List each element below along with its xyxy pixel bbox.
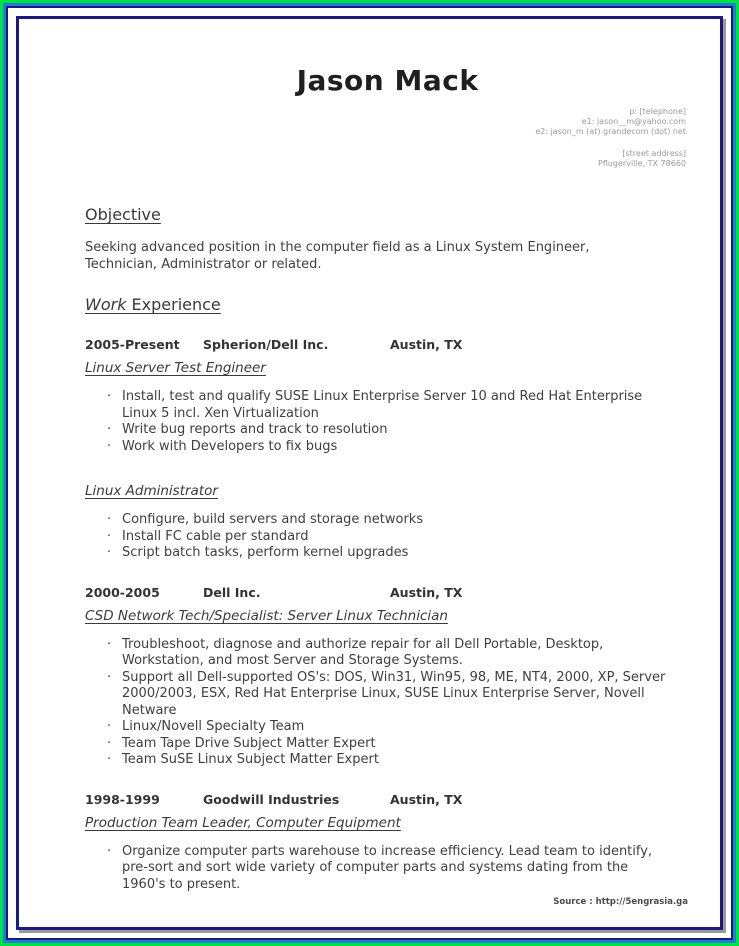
contact-spacer: [85, 137, 686, 149]
job-header-3: [85, 792, 690, 807]
source-note: Source : http://5engrasia.ga: [553, 897, 688, 907]
bullet-icon: ·: [107, 735, 112, 751]
job-dates: 2005-Present: [85, 337, 180, 352]
job-header-2: [85, 585, 690, 600]
bullet-list: [85, 389, 690, 455]
list-item: · Linux/Novell Specialty Team: [107, 719, 305, 734]
list-item: · Install FC cable per standard: [107, 528, 309, 544]
objective-heading: Objective: [85, 205, 161, 224]
role-title: Linux Administrator: [85, 483, 218, 499]
resume-page: [16, 16, 723, 930]
list-item: · Team Tape Drive Subject Matter Expert: [107, 735, 376, 751]
list-item: · Team SuSE Linux Subject Matter Expert: [107, 752, 379, 767]
job-location: Austin, TX: [390, 791, 463, 807]
decorative-border-blue: [3, 3, 736, 943]
list-item: · Configure, build servers and storage networks: [107, 512, 424, 527]
experience-heading: [85, 295, 690, 314]
bullet-icon: ·: [107, 528, 112, 544]
bullet-list: [85, 844, 690, 894]
list-item: · Support all Dell-supported OS's: DOS, Win31, Win95, 98, ME, NT4, 2000, XP, Server 2000/2003, ESX, Red Hat Enterprise Linux, SUSE Linux Enterprise Server, Novell Netware: [107, 669, 666, 718]
job-company: Goodwill Industries: [203, 791, 340, 807]
bullet-icon: ·: [107, 719, 112, 734]
contact-city: Pflugerville, TX 78660: [598, 159, 686, 168]
job-location: Austin, TX: [390, 584, 463, 600]
list-item: · Organize computer parts warehouse to increase efficiency. Lead team to identify, pre-sort and sort wide variety of computer parts and systems dating from the 1960's to present.: [107, 843, 653, 892]
bullet-icon: ·: [107, 438, 112, 454]
experience-heading-word2: Experience: [131, 295, 221, 314]
contact-street: [street address]: [622, 149, 686, 158]
job-dates: 1998-1999: [85, 791, 160, 807]
list-item: · Troubleshoot, diagnose and authorize repair for all Dell Portable, Desktop, Workstation, and most Server and Storage Systems.: [107, 636, 604, 668]
bullet-icon: ·: [107, 752, 112, 767]
bullet-icon: ·: [107, 843, 112, 859]
job-dates: 2000-2005: [85, 584, 160, 600]
list-item: · Write bug reports and track to resolution: [107, 422, 388, 437]
job-header-1: [85, 337, 690, 352]
job-company: Dell Inc.: [203, 584, 261, 600]
job-location: Austin, TX: [390, 337, 463, 352]
bullet-list: [85, 512, 690, 562]
contact-email-2: e2: jason_m (at) grandecom (dot) net: [535, 127, 686, 136]
border-gap: [8, 8, 731, 938]
bullet-icon: ·: [107, 389, 112, 404]
contact-block: [85, 107, 690, 169]
role-title: CSD Network Tech/Specialist: Server Linux Technician: [85, 607, 448, 624]
bullet-icon: ·: [107, 422, 112, 437]
bullet-icon: ·: [107, 669, 112, 685]
resume-content: [19, 19, 720, 893]
list-item: · Work with Developers to fix bugs: [107, 438, 338, 454]
bullet-icon: ·: [107, 636, 112, 652]
list-item: · Script batch tasks, perform kernel upgrades: [107, 545, 409, 560]
page-title: Jason Mack: [296, 64, 479, 97]
objective-text: Seeking advanced position in the computer field as a Linux System Engineer, Technician, Administrator or related.: [85, 240, 590, 272]
role-title: Production Team Leader, Computer Equipment: [85, 814, 401, 831]
list-item: · Install, test and qualify SUSE Linux Enterprise Server 10 and Red Hat Enterprise Linux 5 incl. Xen Virtualization: [107, 389, 643, 421]
contact-phone: p: [telephone]: [629, 107, 686, 116]
contact-email-1: e1: jason__m@yahoo.com: [581, 117, 686, 126]
bullet-list: [85, 637, 690, 769]
bullet-icon: ·: [107, 545, 112, 560]
job-company: Spherion/Dell Inc.: [203, 337, 329, 352]
bullet-icon: ·: [107, 512, 112, 527]
decorative-border-navy: [6, 6, 733, 940]
role-title: Linux Server Test Engineer: [85, 360, 266, 376]
experience-heading-word1: Work: [85, 295, 127, 314]
